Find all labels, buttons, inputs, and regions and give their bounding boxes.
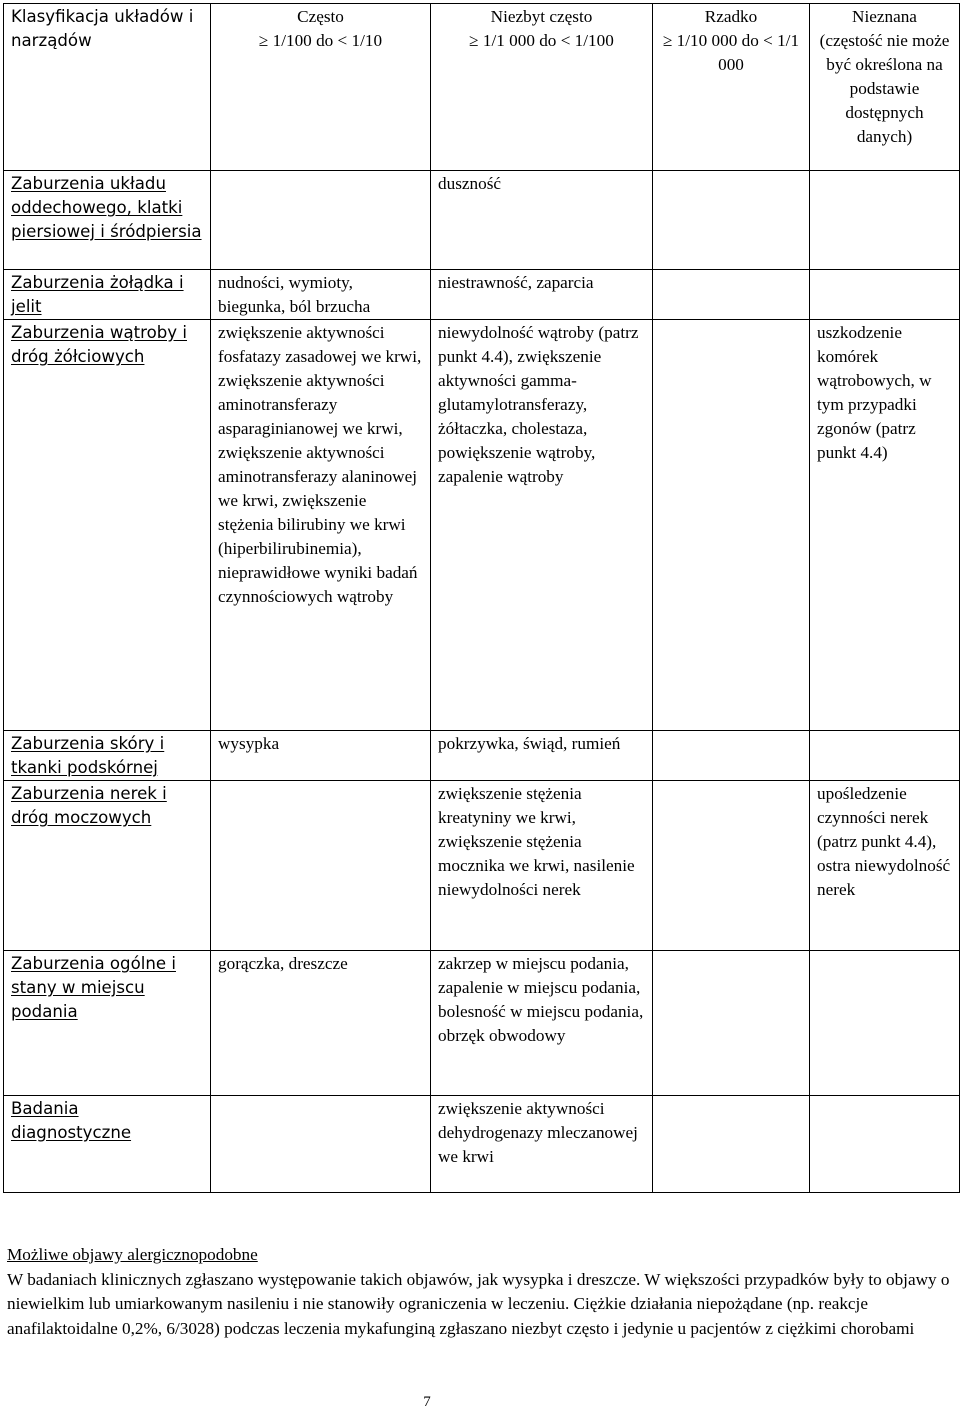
row-uncommon-cell: niewydolność wątroby (patrz punkt 4.4), zwiększenie aktywności gamma-glutamylotransferazy, żółtaczka, cholestaza, powiększenie wątroby, zapalenie wątroby (431, 320, 653, 731)
row-rare-cell (653, 270, 810, 320)
note-title: Możliwe objawy alergicznopodobne (7, 1245, 258, 1264)
row-uncommon-cell: zakrzep w miejscu podania, zapalenie w miejscu podania, bolesność w miejscu podania, obrzęk obwodowy (431, 951, 653, 1096)
adverse-reactions-table (3, 3, 960, 1193)
row-rare-cell (653, 1096, 810, 1193)
row-unknown-cell (810, 270, 960, 320)
table-row (4, 781, 960, 951)
header-common-label: Często (297, 7, 344, 26)
header-common (211, 4, 431, 171)
row-rare-cell (653, 951, 810, 1096)
allergic-reactions-note (7, 1243, 952, 1341)
table-row (4, 951, 960, 1096)
header-uncommon-label: Niezbyt często (490, 7, 593, 26)
header-unknown-range: (częstość nie może być określona na podstawie dostępnych danych) (819, 31, 950, 146)
row-unknown-cell (810, 731, 960, 781)
table-row (4, 731, 960, 781)
row-unknown-cell: upośledzenie czynności nerek (patrz punkt 4.4), ostra niewydolność nerek (810, 781, 960, 951)
note-text: W badaniach klinicznych zgłaszano występowanie takich objawów, jak wysypka i dreszcze. W większości przypadków były to objawy o niewielkim lub umiarkowanym nasileniu i nie stanowiły ograniczenia w leczeniu. Ciężkie działania niepożądane (np. reakcje anafilaktoidalne 0,2%, 6/3028) podczas leczenia mykafunginą zgłaszano niezbyt często i jedynie u pacjentów z ciężkimi chorobami (7, 1269, 950, 1338)
header-uncommon (431, 4, 653, 171)
row-uncommon-cell: niestrawność, zaparcia (431, 270, 653, 320)
row-rare-cell (653, 731, 810, 781)
row-soc-label: Badania diagnostyczne (11, 1099, 132, 1142)
header-soc-label: Klasyfikacja układów i narządów (11, 7, 194, 50)
row-unknown-cell (810, 171, 960, 270)
row-common-cell: zwiększenie aktywności fosfatazy zasadowej we krwi, zwiększenie aktywności aminotransferazy asparaginianowej we krwi, zwiększenie aktywności aminotransferazy alaninowej we krwi, zwiększenie stężenia bilirubiny we krwi (hiperbilirubinemia), nieprawidłowe wyniki badań czynnościowych wątroby (211, 320, 431, 731)
row-uncommon-cell: pokrzywka, świąd, rumień (431, 731, 653, 781)
row-rare-cell (653, 320, 810, 731)
table-row (4, 270, 960, 320)
table-row (4, 1096, 960, 1193)
header-rare (653, 4, 810, 171)
row-soc-label: Zaburzenia nerek i dróg moczowych (11, 784, 167, 827)
row-uncommon-cell: zwiększenie stężenia kreatyniny we krwi, zwiększenie stężenia mocznika we krwi, nasilenie niewydolności nerek (431, 781, 653, 951)
row-unknown-cell (810, 1096, 960, 1193)
table-row (4, 320, 960, 731)
header-uncommon-range: ≥ 1/1 000 do < 1/100 (469, 31, 614, 50)
row-soc-cell (4, 731, 211, 781)
row-soc-label: Zaburzenia układu oddechowego, klatki piersiowej i śródpiersia (11, 174, 202, 241)
row-common-cell (211, 171, 431, 270)
row-unknown-cell: uszkodzenie komórek wątrobowych, w tym przypadki zgonów (patrz punkt 4.4) (810, 320, 960, 731)
row-common-cell (211, 1096, 431, 1193)
row-common-cell: nudności, wymioty, biegunka, ból brzucha (211, 270, 431, 320)
row-soc-label: Zaburzenia skóry i tkanki podskórnej (11, 734, 165, 777)
row-soc-cell (4, 781, 211, 951)
row-soc-cell (4, 1096, 211, 1193)
header-common-range: ≥ 1/100 do < 1/10 (258, 31, 383, 50)
row-rare-cell (653, 171, 810, 270)
row-soc-cell (4, 270, 211, 320)
row-soc-label: Zaburzenia żołądka i jelit (11, 273, 184, 316)
row-common-cell: gorączka, dreszcze (211, 951, 431, 1096)
header-unknown (810, 4, 960, 171)
table-row (4, 171, 960, 270)
row-common-cell (211, 781, 431, 951)
row-soc-cell (4, 951, 211, 1096)
header-soc (4, 4, 211, 171)
row-uncommon-cell: zwiększenie aktywności dehydrogenazy mleczanowej we krwi (431, 1096, 653, 1193)
row-soc-cell (4, 320, 211, 731)
row-common-cell: wysypka (211, 731, 431, 781)
row-unknown-cell (810, 951, 960, 1096)
page-number: 7 (423, 1394, 431, 1410)
row-soc-cell (4, 171, 211, 270)
header-rare-label: Rzadko (704, 7, 758, 26)
row-uncommon-cell: duszność (431, 171, 653, 270)
header-unknown-label: Nieznana (852, 7, 917, 26)
row-soc-label: Zaburzenia wątroby i dróg żółciowych (11, 323, 187, 366)
header-rare-range: ≥ 1/10 000 do < 1/1 000 (662, 31, 800, 74)
table-header-row (4, 4, 960, 171)
row-soc-label: Zaburzenia ogólne i stany w miejscu podania (11, 954, 176, 1021)
row-rare-cell (653, 781, 810, 951)
